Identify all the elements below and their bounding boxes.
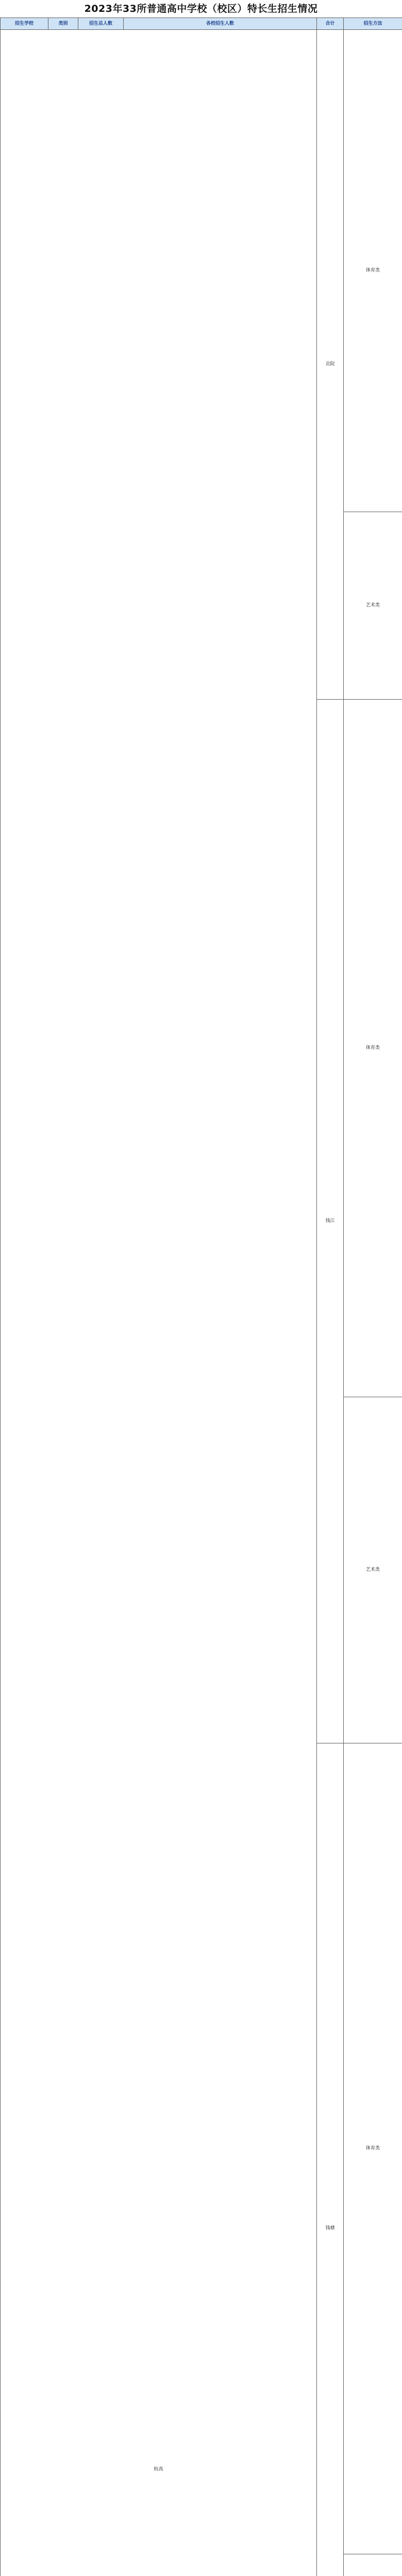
- category-cell: 艺术类: [344, 1397, 402, 1743]
- header-detail: 各校招生人数: [124, 18, 317, 30]
- category-cell: [344, 2554, 402, 2576]
- header-row: [1, 18, 402, 30]
- header-method: 招生方法: [344, 18, 402, 30]
- category-cell: 艺术类: [344, 512, 402, 700]
- campus-cell: 钱塘: [317, 1743, 344, 2576]
- header-sum: 合计: [317, 18, 344, 30]
- campus-cell: 钱江: [317, 700, 344, 1743]
- admissions-table: [0, 18, 402, 2576]
- campus-cell: 贡院: [317, 30, 344, 700]
- table-body: [1, 30, 402, 2576]
- header-total-count: 招生总人数: [78, 18, 124, 30]
- category-cell: 体育类: [344, 700, 402, 1397]
- table-row: [1, 30, 402, 512]
- header-type: 类别: [48, 18, 78, 30]
- category-cell: 体育类: [344, 30, 402, 512]
- header-school: 招生学校: [1, 18, 48, 30]
- school-cell: 杭高: [1, 30, 317, 2576]
- page-title: 2023年33所普通高中学校（校区）特长生招生情况: [0, 0, 402, 18]
- category-cell: 体育类: [344, 1743, 402, 2554]
